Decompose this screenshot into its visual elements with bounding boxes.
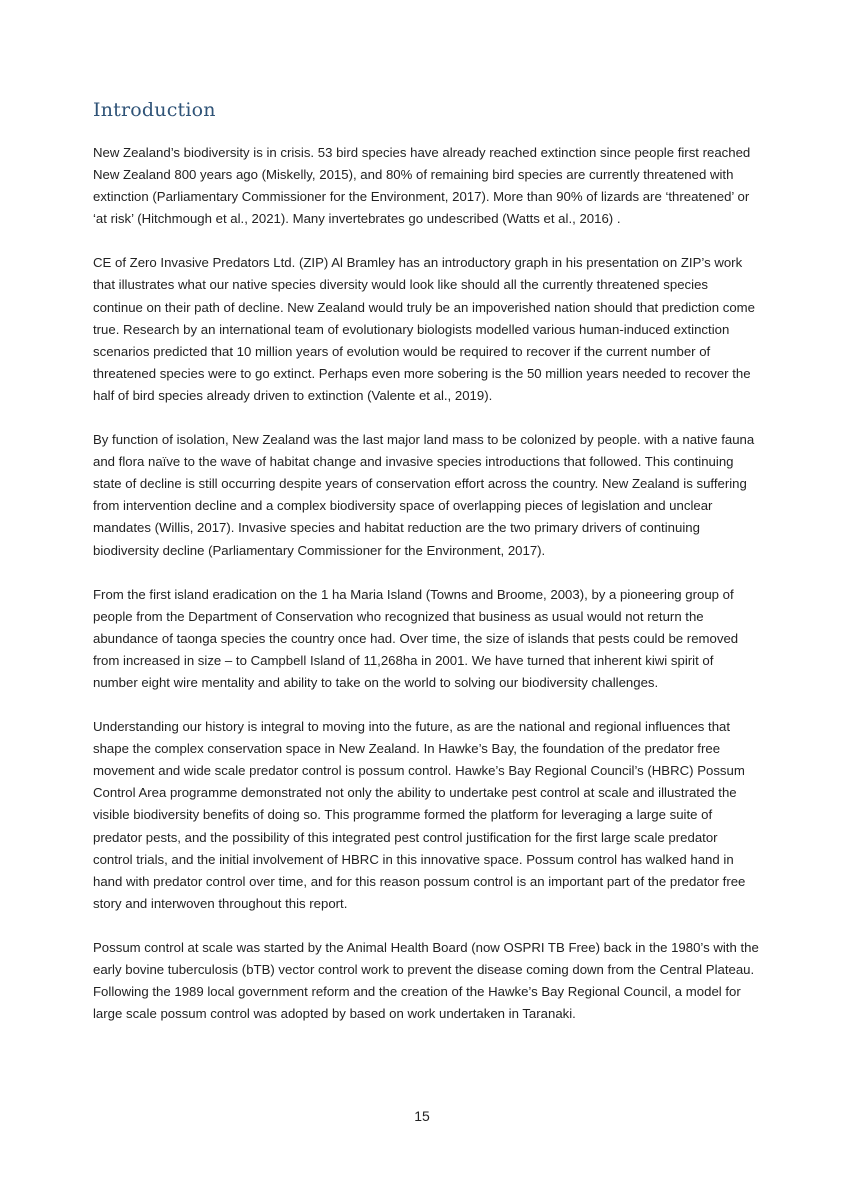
section-heading: Introduction [93, 99, 216, 121]
paragraph-island-eradication: From the first island eradication on the 1 ha Maria Island (Towns and Broome, 2003), by a pioneering group of people from the Department of Conservation who recognized that business as usual would not return the abundance of taonga species the country once had. Over time, the size of islands that pests could be removed from increased in size – to Campbell Island of 11,268ha in 2001. We have turned that inherent kiwi spirit of number eight wire mentality and ability to take on the world to solving our biodiversity challenges. [93, 586, 739, 690]
paragraph-hawkes-bay-history: Understanding our history is integral to moving into the future, as are the national and regional influences that shape the complex conservation space in New Zealand. In Hawke’s Bay, the foundation of the predator free movement and wide scale predator control is possum control. Hawke’s Bay Regional Council’s (HBRC) Possum Control Area programme demonstrated not only the ability to undertake pest control at scale and illustrated the visible biodiversity benefits of doing so. This programme formed the platform for leveraging a large suite of predator pests, and the possibility of this integrated pest control justification for the first large scale predator control trials, and the initial involvement of HBRC in this innovative space. Possum control has walked hand in hand with predator control over time, and for this reason possum control is an important part of the predator free story and interwoven throughout this report. [93, 719, 746, 911]
paragraph-isolation: By function of isolation, New Zealand was the last major land mass to be colonized by people. with a native fauna and flora naïve to the wave of habitat change and invasive species introductions that followed. This continuing state of decline is still occurring despite years of conservation effort across the country. New Zealand is suffering from intervention decline and a complex biodiversity space of overlapping pieces of legislation and unclear mandates (Willis, 2017). Invasive species and habitat reduction are the two primary drivers of continuing biodiversity decline (Parliamentary Commissioner for the Environment, 2017). [93, 432, 755, 558]
paragraph-zip-presentation: CE of Zero Invasive Predators Ltd. (ZIP) Al Bramley has an introductory graph in his presentation on ZIP’s work that illustrates what our native species diversity would look like should all the currently threatened species continue on their path of decline. New Zealand would truly be an impoverished nation should that prediction come true. Research by an international team of evolutionary biologists modelled various human-induced extinction scenarios predicted that 10 million years of evolution would be required to recover if the current number of threatened species were to go extinct. Perhaps even more sobering is the 50 million years needed to recover the half of bird species already driven to extinction (Valente et al., 2019). [93, 255, 755, 403]
body-text [93, 142, 759, 1047]
page-number: 15 [414, 1108, 430, 1124]
paragraph-possum-control: Possum control at scale was started by the Animal Health Board (now OSPRI TB Free) back in the 1980’s with the early bovine tuberculosis (bTB) vector control work to prevent the disease coming down from the Central Plateau. Following the 1989 local government reform and the creation of the Hawke’s Bay Regional Council, a model for large scale possum control was adopted by based on work undertaken in Taranaki. [93, 939, 759, 1022]
paragraph-biodiversity-crisis: New Zealand’s biodiversity is in crisis. 53 bird species have already reached extinction since people first reached New Zealand 800 years ago (Miskelly, 2015), and 80% of remaining bird species are currently threatened with extinction (Parliamentary Commissioner for the Environment, 2017). More than 90% of lizards are ‘threatened’ or ‘at risk’ (Hitchmough et al., 2021). Many invertebrates go undescribed (Watts et al., 2016) . [93, 145, 751, 227]
